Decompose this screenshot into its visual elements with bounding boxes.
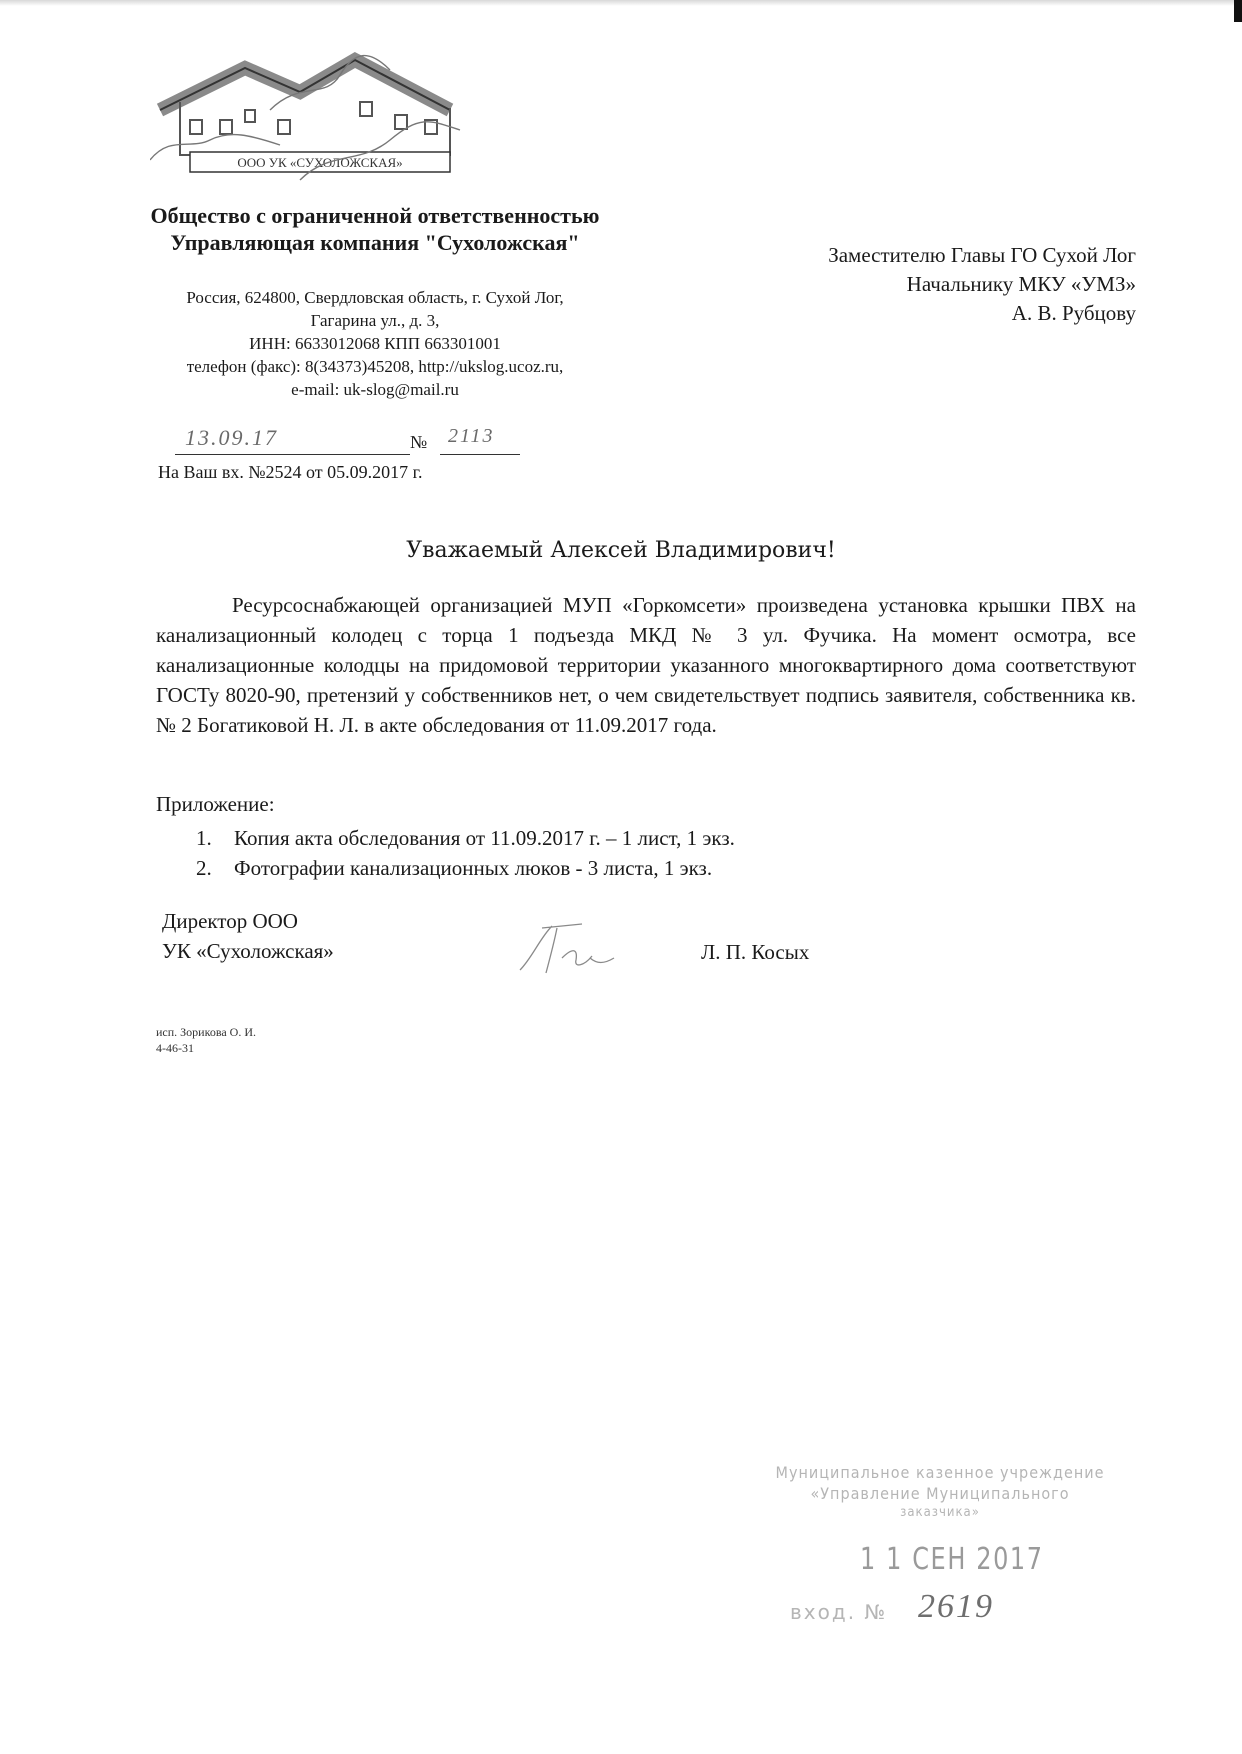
org-name-line1: Общество с ограниченной ответственностью — [150, 203, 600, 228]
handwritten-signature — [512, 918, 622, 978]
receipt-stamp-incoming-label: вход. № — [790, 1600, 888, 1624]
outgoing-date-handwritten: 13.09.17 — [185, 425, 278, 450]
addressee-name: А. В. Рубцову — [1011, 301, 1136, 325]
receipt-stamp-date: 1 1 СЕН 2017 — [860, 1542, 1044, 1577]
receipt-stamp-line3: заказчика» — [900, 1505, 980, 1520]
letter-body-paragraph: Ресурсоснабжающей организацией МУП «Горкомсети» произведена установка крышки ПВХ на канализационный колодец с торца 1 подъезда МКД № 3 ул. Фучика. На момент осмотра, все канализационные колодцы на придомовой территории указанного многоквартирного дома соответствуют ГОСТу 8020-90, претензий у собственников нет, о чем свидетельствует подпись заявителя, собственника кв. № 2 Богатиковой Н. Л. в акте обследования от 11.09.2017 года. — [156, 593, 1136, 737]
incoming-reference: На Ваш вх. №2524 от 05.09.2017 г. — [158, 462, 423, 482]
org-phone: телефон (факс): 8(34373)45208, http://ukslog.ucoz.ru, — [186, 357, 564, 376]
signer-role-line1: Директор ООО — [162, 909, 298, 933]
org-tax-ids: ИНН: 6633012068 КПП 663301001 — [249, 334, 501, 353]
receipt-stamp-line1: Муниципальное казенное учреждение — [775, 1463, 1105, 1482]
attachment-text: Копия акта обследования от 11.09.2017 г. – 1 лист, 1 экз. — [234, 826, 735, 850]
org-address-line1: Россия, 624800, Свердловская область, г. Сухой Лог, — [186, 288, 564, 307]
attachments-label: Приложение: — [156, 792, 275, 816]
attachment-item — [196, 853, 996, 883]
executor-phone: 4-46-31 — [156, 1041, 194, 1055]
outgoing-number-handwritten: 2113 — [448, 425, 495, 447]
addressee-line1: Заместителю Главы ГО Сухой Лог — [828, 243, 1136, 267]
company-logo — [150, 40, 480, 190]
attachments-list — [196, 823, 996, 883]
org-name-line2: Управляющая компания "Сухоложская" — [170, 230, 580, 255]
executor-name: исп. Зорикова О. И. — [156, 1025, 256, 1039]
logo-text: ООО УК «СУХОЛОЖСКАЯ» — [237, 155, 403, 170]
org-email: e-mail: uk-slog@mail.ru — [291, 380, 459, 399]
greeting: Уважаемый Алексей Владимирович! — [406, 538, 836, 563]
org-address-line2: Гагарина ул., д. 3, — [310, 311, 440, 330]
outgoing-number-label: № — [410, 432, 428, 452]
outgoing-date-underline — [175, 454, 410, 455]
attachment-text: Фотографии канализационных люков - 3 листа, 1 экз. — [234, 856, 713, 880]
addressee-line2: Начальнику МКУ «УМЗ» — [906, 272, 1136, 296]
signer-name: Л. П. Косых — [701, 940, 810, 964]
attachment-number: 2. — [196, 856, 212, 880]
signer-role-line2: УК «Сухоложская» — [162, 939, 334, 963]
outgoing-number-underline — [440, 454, 520, 455]
receipt-stamp-incoming-number: 2619 — [918, 1588, 994, 1625]
scan-top-edge — [0, 0, 1242, 6]
receipt-stamp-line2: «Управление Муниципального — [810, 1484, 1070, 1503]
scan-edge-mark — [1234, 0, 1242, 22]
attachment-number: 1. — [196, 826, 212, 850]
attachment-item — [196, 823, 996, 853]
